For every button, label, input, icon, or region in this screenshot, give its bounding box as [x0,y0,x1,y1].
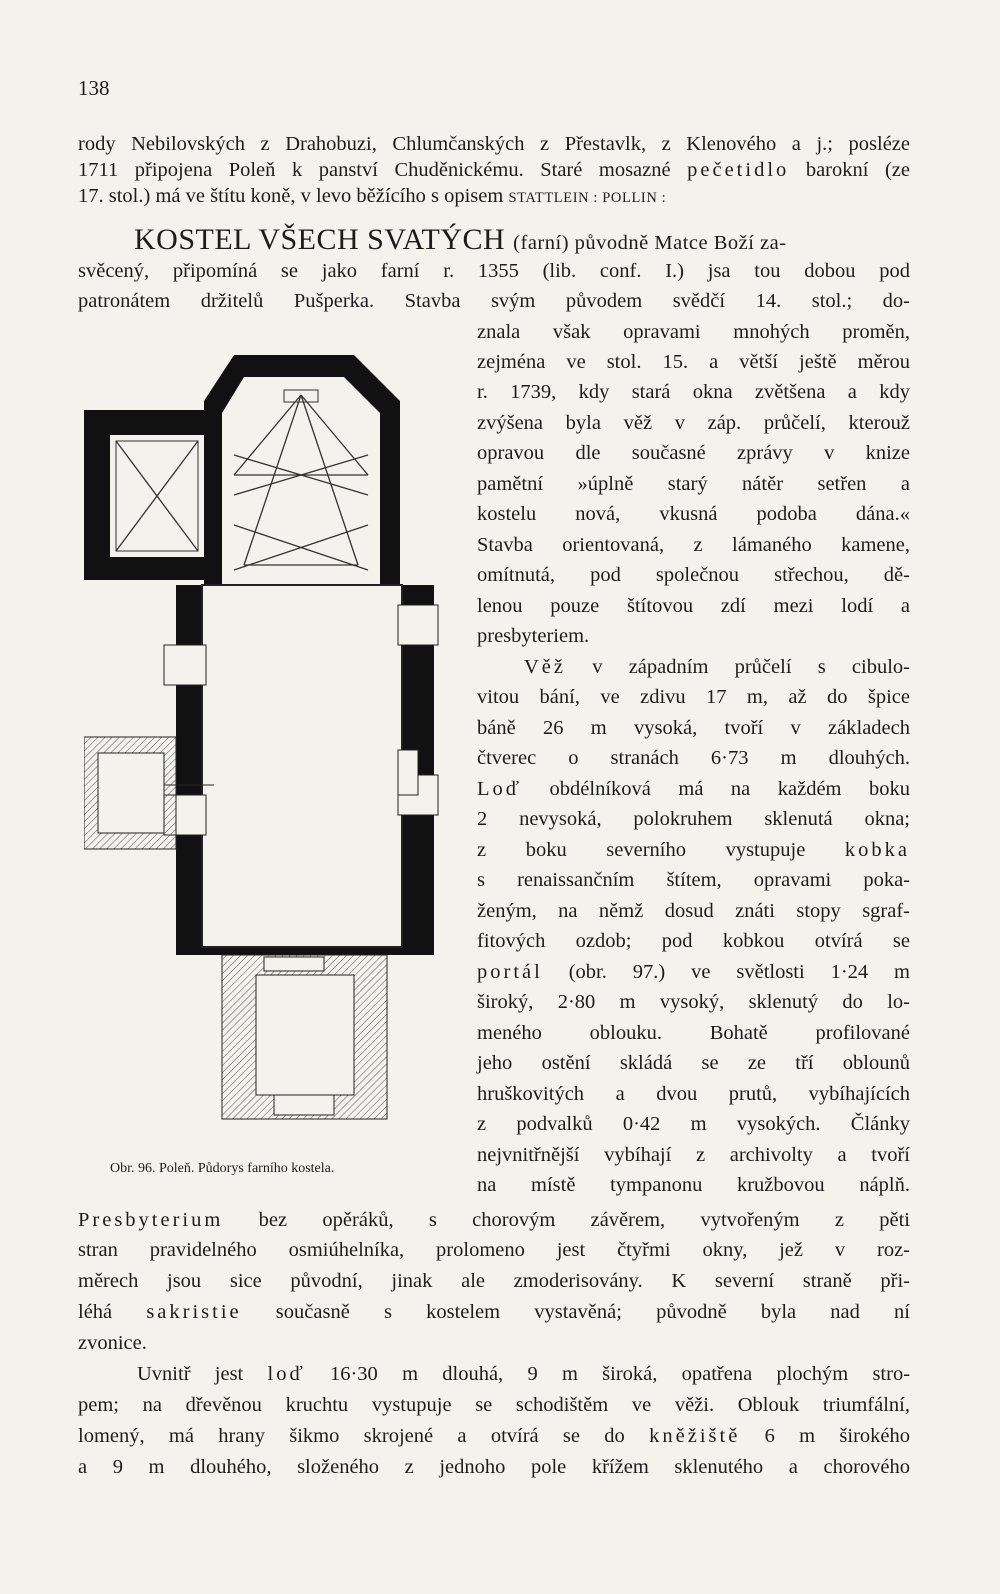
text-line: na místě tympanonu kružbovou náplň. [477,1174,910,1196]
text-line: portál (obr. 97.) ve světlosti 1·24 m [477,961,911,983]
text-line: Uvnitř jest loď 16·30 m dlouhá, 9 m široká, opatřena plochým stro- [137,1363,911,1385]
nave [164,585,438,947]
text-line: lomený, má hrany šikmo skrojené a otvírá se do kněžiště 6 m širokého [78,1425,911,1447]
text-line: zvýšena byla věž v záp. průčelí, kterouž [477,412,910,434]
inscription: STATTLEIN : POLLIN : [508,190,667,206]
page-number: 138 [78,76,110,100]
text-line: rody Nebilovských z Drahobuzi, Chlumčanských z Přestavlk, z Klenového a j.; posléze [78,133,910,155]
text-line: 17. stol.) má ve štítu koně, v levo běžícího s opisem STATTLEIN : POLLIN : [78,185,667,207]
text-line: pamětní »úplně starý nátěr setřen a [477,473,910,495]
spaced-term: sakristie [146,1301,242,1323]
text-line: z boku severního vystupuje kobka [477,839,910,861]
spaced-term: Presbyterium [78,1209,224,1231]
text-line: omítnutá, pod společnou střechou, dě- [477,564,910,586]
text-line: pem; na dřevěnou kruchtu vystupuje se schodištěm ve věži. Oblouk triumfální, [78,1394,910,1416]
spaced-term: Věž [524,656,567,678]
spaced-term: portál [477,961,543,983]
text-line: kostelu nová, vkusná podoba dána.« [477,503,910,525]
text-line: léhá sakristie současně s kostelem vystavěná; původně byla nad ní [78,1301,910,1323]
text-line: meného oblouku. Bohatě profilované [477,1022,910,1044]
text-line: z podvalků 0·42 m vysokých. Články [477,1113,910,1135]
spaced-term: kobka [844,839,910,861]
text-line: Stavba orientovaná, z lámaného kamene, [477,534,910,556]
text-line: presbyteriem. [477,625,590,647]
text-line: fitových ozdob; pod kobkou otvírá se [477,930,910,952]
text-line: Věž v západním průčelí s cibulo- [524,656,910,678]
text-line: 2 nevysoká, polokruhem sklenutá okna; [477,808,910,830]
text-line: zejména ve stol. 15. a větší ještě měrou [477,351,910,373]
text-line: lenou pouze štítovou zdí mezi lodí a [477,595,910,617]
tower [222,955,387,1119]
text-line: znala však opravami mnohých proměn, [477,321,910,343]
text-line: opravou dle současné zprávy v knize [477,442,910,464]
text-line: s renaissančním štítem, opravami poka- [477,869,910,891]
text-line: svěcený, připomíná se jako farní r. 1355 (lib. conf. I.) jsa tou dobou pod [78,260,910,282]
text-line: vitou bání, ve zdivu 17 m, až do špice [477,686,910,708]
text-line: ženým, na němž dosud znáti stopy sgraf- [477,900,910,922]
spaced-term: Loď [477,778,523,800]
text-line: báně 26 m vysoká, tvoří v základech [477,717,910,739]
church-floor-plan [84,355,444,1135]
spaced-term: loď [267,1363,306,1385]
text-line: Loď obdélníková má na každém boku [477,778,910,800]
section-heading: KOSTEL VŠECH SVATÝCH (farní) původně Matce Boží za- [134,223,787,256]
text-line: měrech jsou sice původní, jinak ale zmoderisovány. K severní straně při- [78,1270,910,1292]
text-line: 1711 připojena Poleň k panství Chuděnickému. Staré mosazné pečetidlo barokní (ze [78,159,910,181]
spaced-term: pečetidlo [687,159,790,181]
figure-caption: Obr. 96. Poleň. Půdorys farního kostela. [110,1161,335,1176]
spaced-term: kněžiště [649,1425,741,1447]
text-line: nejvnitřnější vybíhají z archivolty a tvoří [477,1144,910,1166]
text-line: stran pravidelného osmiúhelníka, prolomeno jest čtyřmi okny, jež v roz- [78,1239,910,1261]
text-line: zvonice. [78,1332,147,1354]
text-line: čtverec o stranách 6·73 m dlouhých. [477,747,910,769]
text-line: Presbyterium bez opěráků, s chorovým závěrem, vytvořeným z pěti [78,1209,911,1231]
text-line: široký, 2·80 m vysoký, sklenutý do lo- [477,991,910,1013]
sacristy [84,410,206,580]
text-line: jeho ostění skládá se ze tří oblounů [477,1052,910,1074]
text-line: r. 1739, kdy stará okna zvětšena a kdy [477,381,910,403]
text-line: hruškovitých a dvou prutů, vybíhajících [477,1083,910,1105]
text-line: patronátem držitelů Pušperka. Stavba svým původem svědčí 14. stol.; do- [78,290,910,312]
text-line: a 9 m dlouhého, složeného z jednoho pole křížem sklenutého a chorového [78,1456,910,1478]
